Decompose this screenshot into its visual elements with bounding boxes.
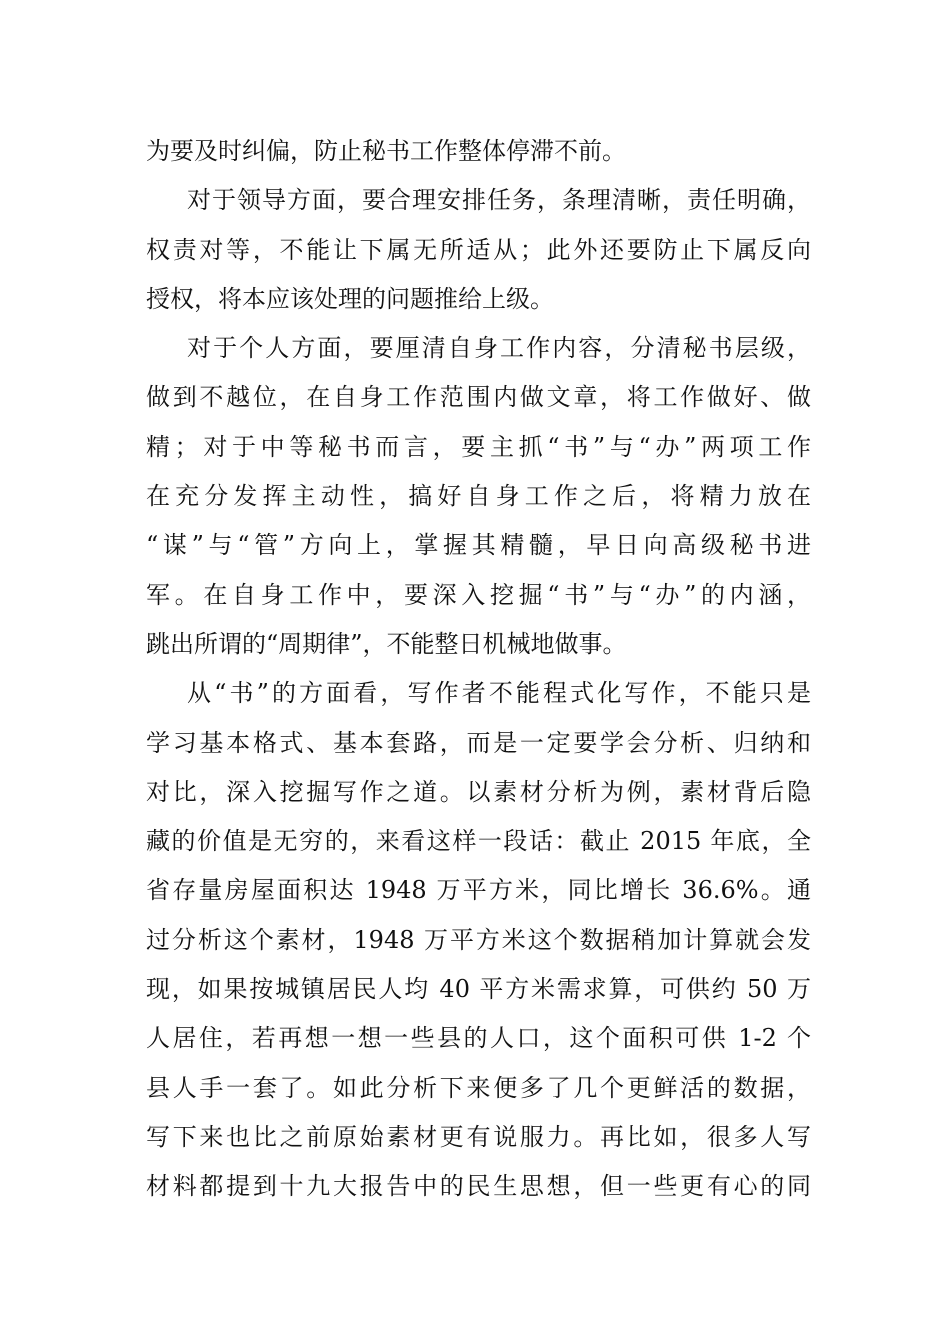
text-line: 军。在自身工作中，要深入挖掘“书”与“办”的内涵， xyxy=(146,580,811,609)
text-line: 对于个人方面，要厘清自身工作内容，分清秘书层级， xyxy=(187,334,811,363)
text-line: 学习基本格式、基本套路，而是一定要学会分析、归纳和 xyxy=(146,728,811,757)
text-line: 写下来也比之前原始素材更有说服力。再比如，很多人写 xyxy=(146,1122,811,1151)
text-line: 过分析这个素材，1948 万平方米这个数据稍加计算就会发 xyxy=(146,925,811,954)
text-line: 跳出所谓的“周期律”，不能整日机械地做事。 xyxy=(146,629,627,658)
text-line: 授权，将本应该处理的问题推给上级。 xyxy=(146,284,554,313)
text-line: 藏的价值是无穷的，来看这样一段话：截止 2015 年底，全 xyxy=(146,827,811,856)
text-line: 人居住，若再想一想一些县的人口，这个面积可供 1-2 个 xyxy=(146,1024,811,1053)
text-line: 对比，深入挖掘写作之道。以素材分析为例，素材背后隐 xyxy=(146,777,811,806)
text-line: “谋”与“管”方向上，掌握其精髓，早日向高级秘书进 xyxy=(146,531,811,560)
text-line: 权责对等，不能让下属无所适从；此外还要防止下属反向 xyxy=(146,235,811,264)
text-line: 在充分发挥主动性，搞好自身工作之后，将精力放在 xyxy=(146,482,811,511)
text-line: 县人手一套了。如此分析下来便多了几个更鲜活的数据， xyxy=(146,1073,811,1102)
text-line: 从“书”的方面看，写作者不能程式化写作，不能只是 xyxy=(187,679,811,708)
text-line: 为要及时纠偏，防止秘书工作整体停滞不前。 xyxy=(146,137,626,165)
text-line: 省存量房屋面积达 1948 万平方米，同比增长 36.6%。通 xyxy=(146,876,811,905)
text-line: 精；对于中等秘书而言，要主抓“书”与“办”两项工作 xyxy=(146,432,811,461)
text-line: 材料都提到十九大报告中的民生思想，但一些更有心的同 xyxy=(146,1172,811,1201)
text-line: 对于领导方面，要合理安排任务，条理清晰，责任明确， xyxy=(187,186,811,215)
text-line: 做到不越位，在自身工作范围内做文章，将工作做好、做 xyxy=(146,383,811,412)
text-line: 现，如果按城镇居民人均 40 平方米需求算，可供约 50 万 xyxy=(146,975,811,1004)
document-body xyxy=(146,127,811,1212)
